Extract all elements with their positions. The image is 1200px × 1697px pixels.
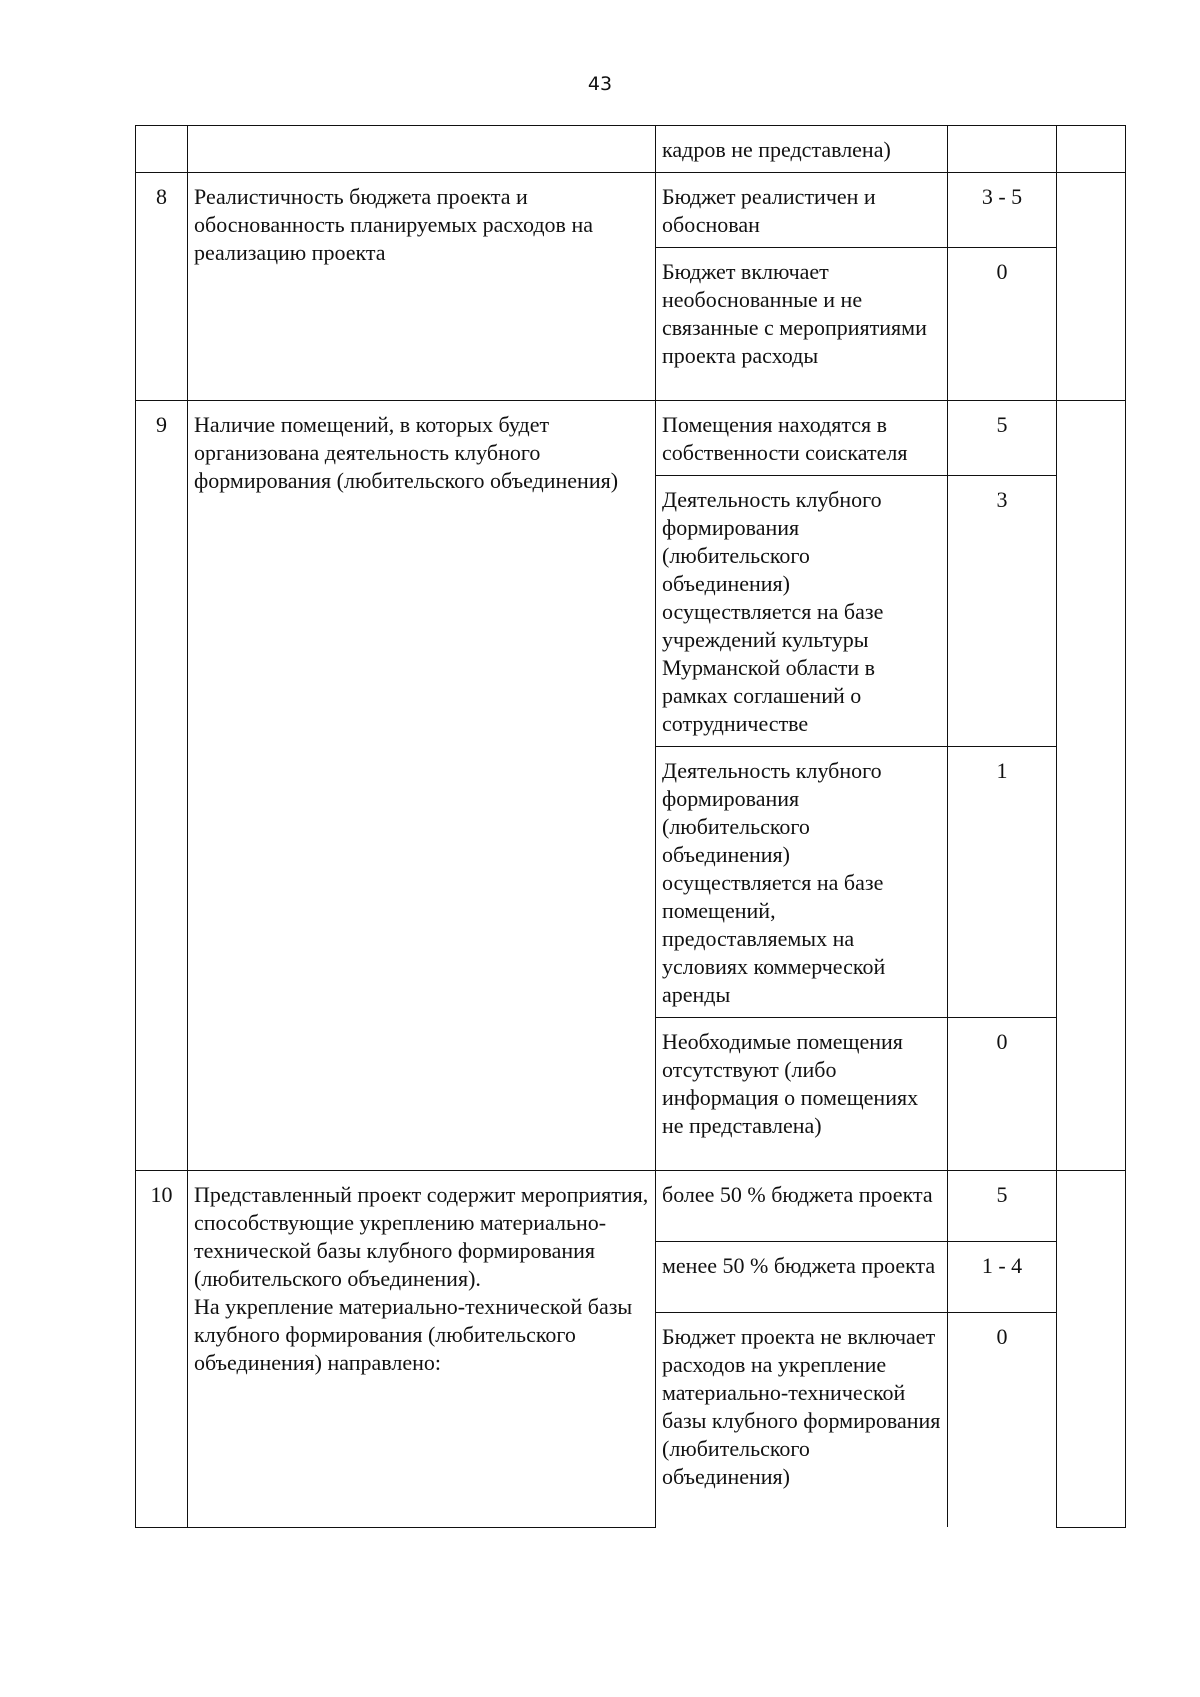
criterion-text [188,401,656,1171]
option-text: кадров не представлена) [656,126,948,173]
option-score: 5 [948,401,1057,476]
table-row-criterion-10 [136,1171,1126,1242]
extra-cell [1057,126,1126,173]
criteria-table [135,125,1126,1528]
score-cell [948,126,1057,173]
criterion-number: 10 [136,1171,188,1528]
table-row-criterion-9 [136,401,1126,476]
extra-cell [1057,173,1126,401]
page-number: 43 [587,73,613,95]
criterion-number: 9 [136,401,188,1171]
option-text: Деятельность клубного формирования (любительского объединения) осуществляется на базе помещений, предоставляемых на условиях коммерческой аренды [656,747,948,1018]
criterion-text [188,173,656,401]
option-score: 1 [948,747,1057,1018]
criterion-number: 8 [136,173,188,401]
option-score: 3 [948,476,1057,747]
option-score: 3 - 5 [948,173,1057,248]
option-score: 0 [948,1018,1057,1171]
option-text: Деятельность клубного формирования (любительского объединения) осуществляется на базе учреждений культуры Мурманской области в рамках соглашений о сотрудничестве [656,476,948,747]
criterion-text-line: Представленный проект содержит мероприятия, способствующие укреплению материально-технической базы клубного формирования (любительского объединения). [194,1182,649,1291]
extra-cell [1057,1171,1126,1528]
row-number-cell [136,126,188,173]
option-text: Необходимые помещения отсутствуют (либо информация о помещениях не представлена) [656,1018,948,1171]
table-row-continuation [136,126,1126,173]
option-text: Бюджет проекта не включает расходов на укрепление материально-технической базы клубного формирования (любительского объединения) [656,1313,948,1528]
option-text: Бюджет реалистичен и обоснован [656,173,948,248]
option-text: Помещения находятся в собственности соискателя [656,401,948,476]
option-score: 0 [948,248,1057,401]
option-score: 1 - 4 [948,1242,1057,1313]
option-score: 0 [948,1313,1057,1528]
criterion-text [188,1171,656,1528]
table-row-criterion-8 [136,173,1126,248]
option-text: более 50 % бюджета проекта [656,1171,948,1242]
criterion-text-line: Реалистичность бюджета проекта и обоснованность планируемых расходов на реализацию проекта [194,184,593,265]
option-text: Бюджет включает необоснованные и не связанные с мероприятиями проекта расходы [656,248,948,401]
criterion-cell [188,126,656,173]
option-text: менее 50 % бюджета проекта [656,1242,948,1313]
criterion-text-line: На укрепление материально-технической базы клубного формирования (любительского объединения) направлено: [194,1294,633,1375]
criterion-text-line: Наличие помещений, в которых будет организована деятельность клубного формирования (любительского объединения) [194,412,619,493]
extra-cell [1057,401,1126,1171]
option-score: 5 [948,1171,1057,1242]
